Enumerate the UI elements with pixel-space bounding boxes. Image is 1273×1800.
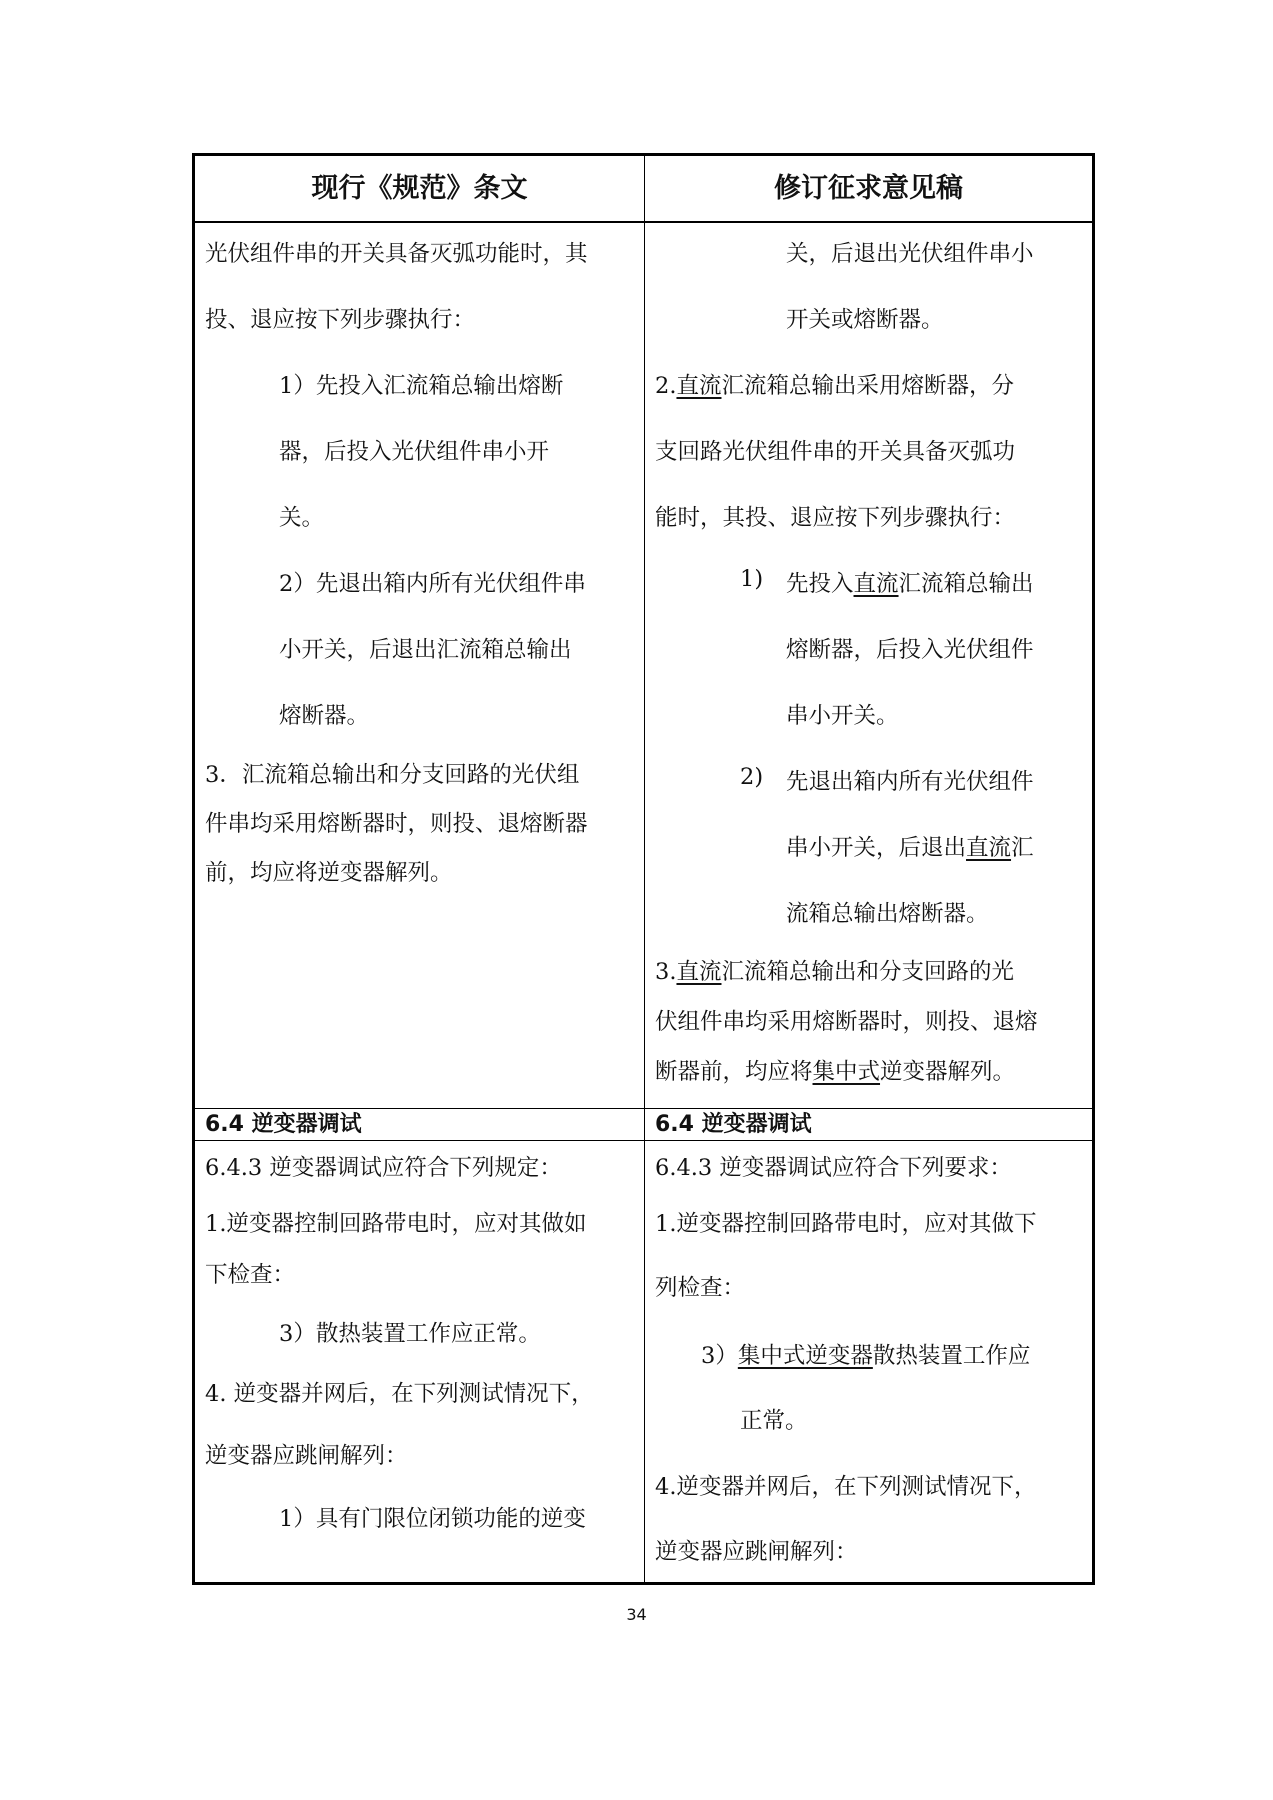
text-line: 支回路光伏组件串的开关具备灭弧功 (655, 439, 1016, 465)
list-number: 2) (740, 764, 764, 790)
text-line: 开关或熔断器。 (786, 307, 944, 333)
header-current-code: 现行《规范》条文 (311, 173, 528, 204)
text-line: 3.直流汇流箱总输出和分支回路的光 (655, 959, 1014, 985)
text-line: 2）先退出箱内所有光伏组件串 (279, 571, 586, 597)
page-number: 34 (626, 1605, 647, 1624)
comparison-table (192, 153, 1095, 1585)
header-revision-draft: 修订征求意见稿 (774, 173, 963, 204)
text-line: 先退出箱内所有光伏组件 (786, 769, 1034, 795)
text-line: 逆变器应跳闸解列： (205, 1443, 408, 1469)
column-divider (644, 156, 645, 1582)
text-line: 6.4.3 逆变器调试应符合下列要求： (655, 1155, 1012, 1181)
text-line: 串小开关，后退出直流汇 (786, 835, 1034, 861)
text-line: 先投入直流汇流箱总输出 (786, 571, 1034, 597)
text-line: 正常。 (740, 1408, 808, 1434)
text-line: 前，均应将逆变器解列。 (205, 860, 453, 886)
list-number: 1) (740, 566, 764, 592)
text-line: 逆变器应跳闸解列： (655, 1539, 858, 1565)
text-line: 4. 逆变器并网后，在下列测试情况下， (205, 1381, 594, 1407)
text-line: 串小开关。 (786, 703, 899, 729)
text-line: 1.逆变器控制回路带电时，应对其做如 (205, 1211, 587, 1237)
text-line: 流箱总输出熔断器。 (786, 901, 989, 927)
text-line: 断器前，均应将集中式逆变器解列。 (655, 1059, 1016, 1085)
underlined-revision: 直流 (966, 835, 1012, 861)
text-line: 熔断器。 (279, 703, 370, 729)
text-line: 熔断器，后投入光伏组件 (786, 637, 1034, 663)
underlined-revision: 直流 (676, 373, 722, 399)
text-line: 1）具有门限位闭锁功能的逆变 (279, 1506, 586, 1532)
text-line: 投、退应按下列步骤执行： (205, 307, 476, 333)
underlined-revision: 直流 (853, 571, 899, 597)
header-divider (195, 221, 1092, 223)
text-line: 3）集中式逆变器散热装置工作应 (701, 1343, 1031, 1369)
underlined-revision: 集中式逆变器 (737, 1343, 873, 1369)
text-line: 伏组件串均采用熔断器时，则投、退熔 (655, 1009, 1038, 1035)
text-line: 关。 (279, 505, 325, 531)
section-title-right: 6.4 逆变器调试 (655, 1112, 812, 1137)
text-line: 器，后投入光伏组件串小开 (279, 439, 550, 465)
text-line: 件串均采用熔断器时，则投、退熔断器 (205, 811, 588, 837)
text-line: 列检查： (655, 1275, 746, 1301)
text-line: 4.逆变器并网后，在下列测试情况下， (655, 1474, 1037, 1500)
text-line: 小开关，后退出汇流箱总输出 (279, 637, 572, 663)
underlined-revision: 直流 (676, 959, 722, 985)
text-line: 下检查： (205, 1262, 296, 1288)
text-line: 3．汇流箱总输出和分支回路的光伏组 (205, 762, 580, 788)
underlined-revision: 集中式 (812, 1059, 881, 1085)
text-line: 3）散热装置工作应正常。 (279, 1321, 541, 1347)
section-title-left: 6.4 逆变器调试 (205, 1112, 362, 1137)
text-line: 2.直流汇流箱总输出采用熔断器，分 (655, 373, 1014, 399)
text-line: 能时，其投、退应按下列步骤执行： (655, 505, 1016, 531)
text-line: 1）先投入汇流箱总输出熔断 (279, 373, 564, 399)
text-line: 光伏组件串的开关具备灭弧功能时，其 (205, 241, 588, 267)
text-line: 6.4.3 逆变器调试应符合下列规定： (205, 1155, 562, 1181)
text-line: 关，后退出光伏组件串小 (786, 241, 1034, 267)
text-line: 1.逆变器控制回路带电时，应对其做下 (655, 1211, 1037, 1237)
